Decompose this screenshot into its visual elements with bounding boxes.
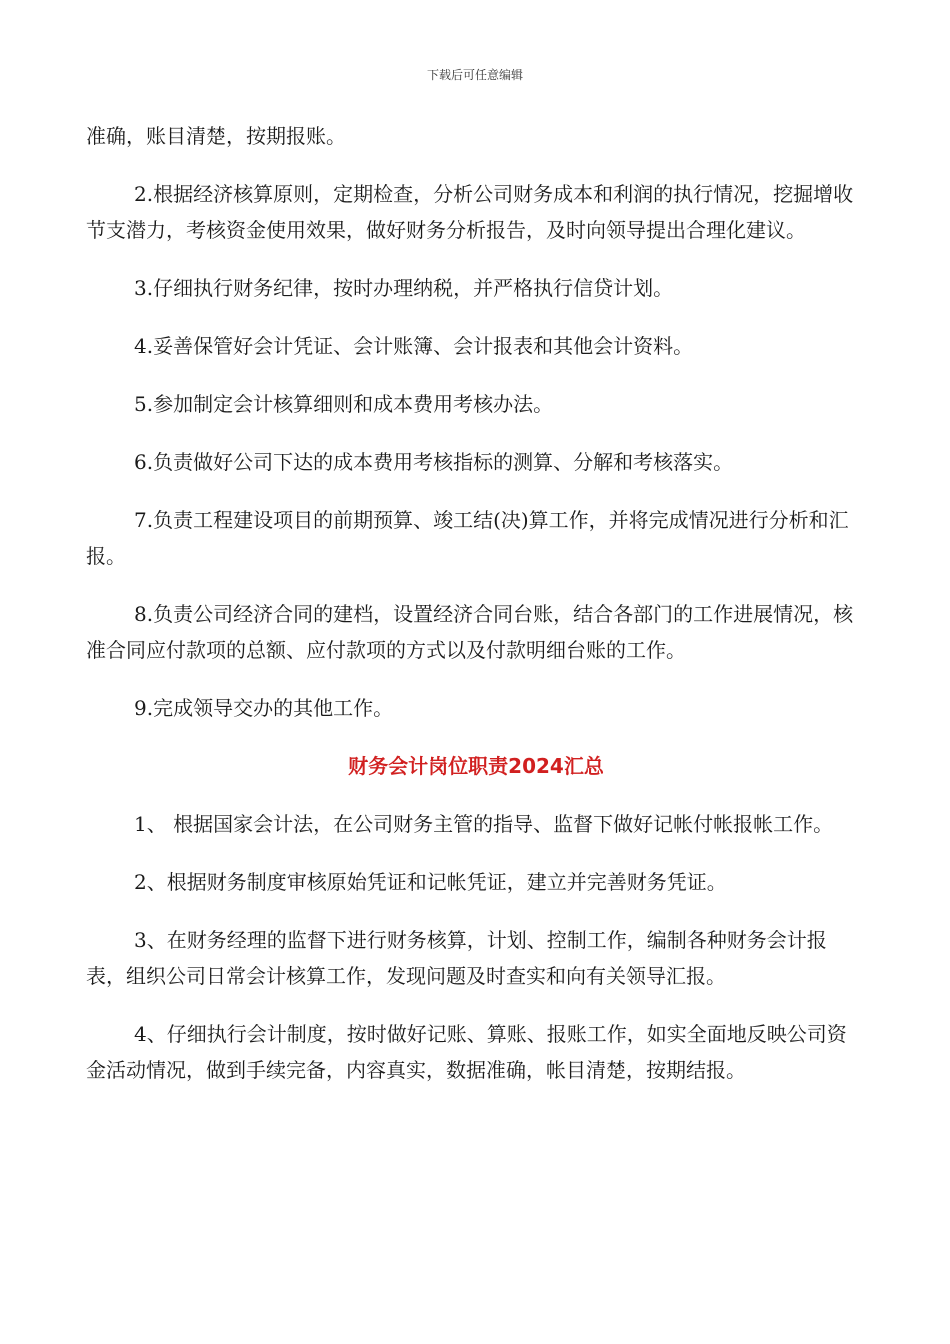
summary-item-4: 4、仔细执行会计制度，按时做好记账、算账、报账工作，如实全面地反映公司资金活动情况，做到手续完备，内容真实，数据准确，帐目清楚，按期结报。 — [86, 1022, 847, 1082]
section-title: 财务会计岗位职责2024汇总 — [348, 754, 604, 778]
duty-item-2: 2.根据经济核算原则，定期检查，分析公司财务成本和利润的执行情况，挖掘增收节支潜力，考核资金使用效果，做好财务分析报告，及时向领导提出合理化建议。 — [86, 182, 854, 242]
duty-item-9: 9.完成领导交办的其他工作。 — [134, 696, 394, 720]
summary-item-3: 3、在财务经理的监督下进行财务核算，计划、控制工作，编制各种财务会计报表，组织公司日常会计核算工作，发现问题及时查实和向有关领导汇报。 — [86, 928, 827, 988]
duty-item-5: 5.参加制定会计核算细则和成本费用考核办法。 — [134, 392, 554, 416]
duty-item-7: 7.负责工程建设项目的前期预算、竣工结(决)算工作，并将完成情况进行分析和汇报。 — [86, 508, 849, 568]
duty-item-4: 4.妥善保管好会计凭证、会计账簿、会计报表和其他会计资料。 — [134, 334, 694, 358]
duty-item-3: 3.仔细执行财务纪律，按时办理纳税，并严格执行信贷计划。 — [134, 276, 674, 300]
duty-item-8: 8.负责公司经济合同的建档，设置经济合同台账，结合各部门的工作进展情况，核准合同应付款项的总额、应付款项的方式以及付款明细台账的工作。 — [86, 602, 854, 662]
summary-item-1: 1、 根据国家会计法，在公司财务主管的指导、监督下做好记帐付帐报帐工作。 — [134, 812, 834, 836]
summary-item-2: 2、根据财务制度审核原始凭证和记帐凭证，建立并完善财务凭证。 — [134, 870, 727, 894]
duty-item-6: 6.负责做好公司下达的成本费用考核指标的测算、分解和考核落实。 — [134, 450, 734, 474]
page-header: 下载后可任意编辑 — [426, 68, 523, 82]
document-body — [86, 118, 866, 1110]
continuation-paragraph: 准确，账目清楚，按期报账。 — [86, 124, 346, 148]
